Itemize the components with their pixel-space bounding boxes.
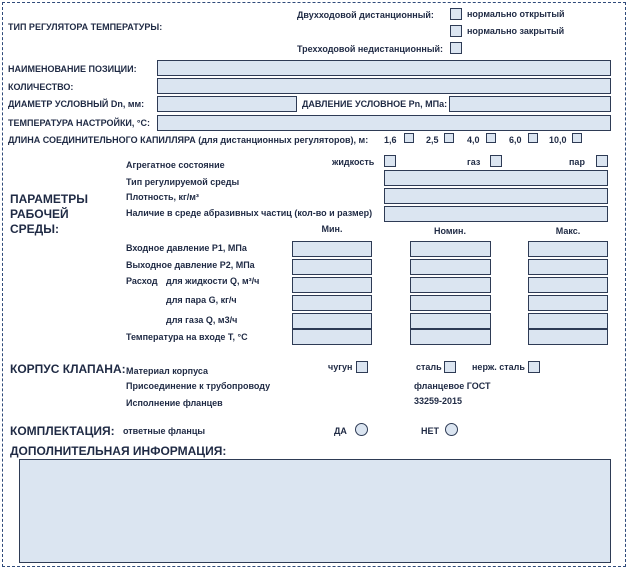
no-label: НЕТ bbox=[421, 426, 439, 436]
body-heading: КОРПУС КЛАПАНА: bbox=[10, 362, 126, 376]
capillary-option-label: 6,0 bbox=[509, 135, 522, 145]
column-nom-header: Номин. bbox=[433, 226, 466, 236]
flow-steam-max-field[interactable] bbox=[528, 295, 608, 311]
two-way-label: Двухходовой дистанционный: bbox=[297, 10, 434, 20]
p2-min-field[interactable] bbox=[292, 259, 372, 275]
steam-checkbox[interactable] bbox=[596, 155, 608, 167]
flow-steam-min-field[interactable] bbox=[292, 295, 372, 311]
cast-iron-checkbox[interactable] bbox=[356, 361, 368, 373]
capillary-option-label: 10,0 bbox=[549, 135, 567, 145]
flow-liquid-label: для жидкости Q, м³/ч bbox=[166, 276, 260, 286]
normally-open-label: нормально открытый bbox=[467, 9, 565, 19]
cast-iron-label: чугун bbox=[328, 362, 353, 372]
inlet-temp-nom-field[interactable] bbox=[410, 329, 491, 345]
inlet-temp-max-field[interactable] bbox=[528, 329, 608, 345]
no-radio[interactable] bbox=[445, 423, 458, 436]
flow-liquid-min-field[interactable] bbox=[292, 277, 372, 293]
density-label: Плотность, кг/м³ bbox=[126, 192, 199, 202]
diameter-field[interactable] bbox=[157, 96, 297, 112]
column-min-header: Мин. bbox=[321, 224, 343, 234]
gas-checkbox[interactable] bbox=[490, 155, 502, 167]
medium-heading-line: РАБОЧЕЙ bbox=[10, 207, 69, 221]
capillary-2-5-checkbox[interactable] bbox=[444, 133, 454, 143]
abrasive-field[interactable] bbox=[384, 206, 608, 222]
column-max-header: Макс. bbox=[555, 226, 581, 236]
p2-max-field[interactable] bbox=[528, 259, 608, 275]
flow-steam-label: для пара G, кг/ч bbox=[166, 295, 237, 305]
gost-number-label: 33259-2015 bbox=[414, 396, 463, 406]
three-way-checkbox[interactable] bbox=[450, 42, 462, 54]
p1-nom-field[interactable] bbox=[410, 241, 491, 257]
p1-min-field[interactable] bbox=[292, 241, 372, 257]
normally-closed-checkbox[interactable] bbox=[450, 25, 462, 37]
flow-gas-label: для газа Q, м3/ч bbox=[166, 315, 238, 325]
capillary-option-label: 4,0 bbox=[467, 135, 480, 145]
steam-label: пар bbox=[569, 157, 585, 167]
density-field[interactable] bbox=[384, 188, 608, 204]
pressure-label: ДАВЛЕНИЕ УСЛОВНОЕ Pn, МПа: bbox=[302, 99, 448, 109]
abrasive-label: Наличие в среде абразивных частиц (кол-во и размер) bbox=[126, 208, 373, 218]
medium-type-label: Тип регулируемой среды bbox=[126, 177, 240, 187]
liquid-checkbox[interactable] bbox=[384, 155, 396, 167]
medium-type-field[interactable] bbox=[384, 170, 608, 186]
stainless-checkbox[interactable] bbox=[528, 361, 540, 373]
inlet-temp-label: Температура на входе Т, °С bbox=[126, 332, 248, 342]
quantity-label: КОЛИЧЕСТВО: bbox=[8, 82, 74, 92]
temperature-label: ТЕМПЕРАТУРА НАСТРОЙКИ, °С: bbox=[8, 118, 151, 128]
diameter-label: ДИАМЕТР УСЛОВНЫЙ Dn, мм: bbox=[8, 99, 145, 109]
flanges-label: Исполнение фланцев bbox=[126, 398, 223, 408]
position-name-label: НАИМЕНОВАНИЕ ПОЗИЦИИ: bbox=[8, 64, 137, 74]
capillary-10-0-checkbox[interactable] bbox=[572, 133, 582, 143]
kit-heading: КОМПЛЕКТАЦИЯ: bbox=[10, 424, 115, 438]
medium-heading-line: ПАРАМЕТРЫ bbox=[10, 192, 88, 206]
normally-closed-label: нормально закрытый bbox=[467, 26, 565, 36]
inlet-temp-min-field[interactable] bbox=[292, 329, 372, 345]
gas-label: газ bbox=[467, 157, 481, 167]
p1-max-field[interactable] bbox=[528, 241, 608, 257]
flow-liquid-max-field[interactable] bbox=[528, 277, 608, 293]
flow-steam-nom-field[interactable] bbox=[410, 295, 491, 311]
medium-heading-line: СРЕДЫ: bbox=[10, 222, 59, 236]
capillary-option-label: 2,5 bbox=[426, 135, 439, 145]
extra-heading: ДОПОЛНИТЕЛЬНАЯ ИНФОРМАЦИЯ: bbox=[10, 444, 227, 458]
p1-label: Входное давление Р1, МПа bbox=[126, 243, 247, 253]
flow-liquid-nom-field[interactable] bbox=[410, 277, 491, 293]
pressure-field[interactable] bbox=[449, 96, 611, 112]
capillary-6-0-checkbox[interactable] bbox=[528, 133, 538, 143]
extra-info-textarea[interactable] bbox=[19, 459, 611, 563]
steel-checkbox[interactable] bbox=[444, 361, 456, 373]
yes-radio[interactable] bbox=[355, 423, 368, 436]
liquid-label: жидкость bbox=[332, 157, 375, 167]
temperature-field[interactable] bbox=[157, 115, 611, 131]
material-label: Материал корпуса bbox=[126, 366, 208, 376]
connection-label: Присоединение к трубопроводу bbox=[126, 381, 271, 391]
p2-nom-field[interactable] bbox=[410, 259, 491, 275]
flange-gost-label: фланцевое ГОСТ bbox=[414, 381, 491, 391]
flow-gas-min-field[interactable] bbox=[292, 313, 372, 329]
flow-gas-max-field[interactable] bbox=[528, 313, 608, 329]
p2-label: Выходное давление Р2, МПа bbox=[126, 260, 255, 270]
capillary-1-6-checkbox[interactable] bbox=[404, 133, 414, 143]
three-way-label: Трехходовой недистанционный: bbox=[297, 44, 444, 54]
flow-gas-nom-field[interactable] bbox=[410, 313, 491, 329]
capillary-4-0-checkbox[interactable] bbox=[486, 133, 496, 143]
capillary-option-label: 1,6 bbox=[384, 135, 397, 145]
flow-prefix-label: Расход bbox=[126, 276, 158, 286]
stainless-label: нерж. сталь bbox=[472, 362, 525, 372]
aggregate-state-label: Агрегатное состояние bbox=[126, 160, 225, 170]
yes-label: ДА bbox=[334, 426, 347, 436]
capillary-label: ДЛИНА СОЕДИНИТЕЛЬНОГО КАПИЛЛЯРА (для дистанционных регуляторов), м: bbox=[8, 135, 369, 145]
regulator-type-label: ТИП РЕГУЛЯТОРА ТЕМПЕРАТУРЫ: bbox=[8, 22, 163, 32]
steel-label: сталь bbox=[416, 362, 442, 372]
position-name-field[interactable] bbox=[157, 60, 611, 76]
quantity-field[interactable] bbox=[157, 78, 611, 94]
counter-flanges-label: ответные фланцы bbox=[123, 426, 206, 436]
normally-open-checkbox[interactable] bbox=[450, 8, 462, 20]
